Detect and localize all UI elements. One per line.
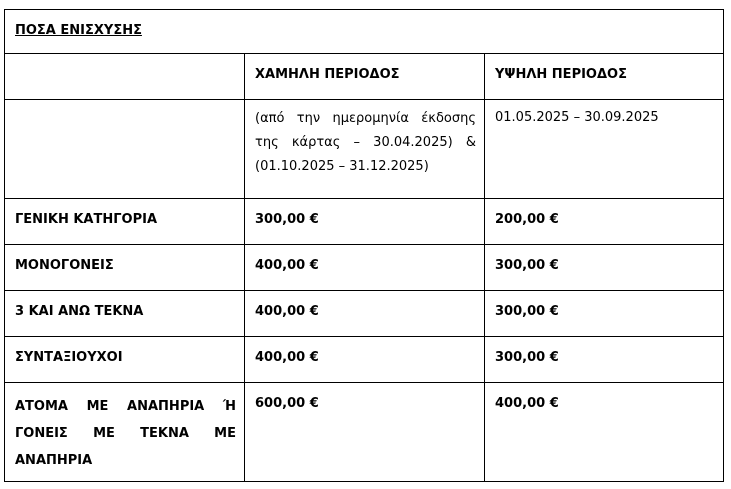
row-low-amount: 300,00 € [245, 199, 485, 245]
dates-corner-cell [5, 100, 245, 199]
table-row [5, 291, 724, 337]
table-title: ΠΟΣΑ ΕΝΙΣΧΥΣΗΣ [15, 23, 142, 38]
row-category: ΑΤΟΜΑ ΜΕ ΑΝΑΠΗΡΙΑ Ή ΓΟΝΕΙΣ ΜΕ ΤΕΚΝΑ ΜΕ ΑΝΑΠΗΡΙΑ [5, 383, 245, 482]
row-low-amount: 400,00 € [245, 291, 485, 337]
table-row [5, 199, 724, 245]
row-low-amount: 400,00 € [245, 245, 485, 291]
table-title-row [5, 10, 724, 54]
row-category: ΣΥΝΤΑΞΙΟΥΧΟΙ [5, 337, 245, 383]
row-high-amount: 300,00 € [485, 245, 724, 291]
period-dates-row [5, 100, 724, 199]
row-category: 3 ΚΑΙ ΑΝΩ ΤΕΚΝΑ [5, 291, 245, 337]
table-row [5, 383, 724, 482]
support-amounts-table [4, 9, 724, 482]
table-row [5, 245, 724, 291]
row-category: ΜΟΝΟΓΟΝΕΙΣ [5, 245, 245, 291]
low-period-dates: (από την ημερομηνία έκδοσης της κάρτας – 30.04.2025) & (01.10.2025 – 31.12.2025) [245, 100, 485, 199]
table-header-row [5, 54, 724, 100]
row-low-amount: 400,00 € [245, 337, 485, 383]
header-high-period: ΥΨΗΛΗ ΠΕΡΙΟΔΟΣ [485, 54, 724, 100]
table-row [5, 337, 724, 383]
high-period-dates: 01.05.2025 – 30.09.2025 [485, 100, 724, 199]
row-high-amount: 300,00 € [485, 337, 724, 383]
header-low-period: ΧΑΜΗΛΗ ΠΕΡΙΟΔΟΣ [245, 54, 485, 100]
row-low-amount: 600,00 € [245, 383, 485, 482]
row-high-amount: 200,00 € [485, 199, 724, 245]
table-title-cell [5, 10, 724, 54]
row-category: ΓΕΝΙΚΗ ΚΑΤΗΓΟΡΙΑ [5, 199, 245, 245]
row-high-amount: 300,00 € [485, 291, 724, 337]
row-high-amount: 400,00 € [485, 383, 724, 482]
header-corner-cell [5, 54, 245, 100]
